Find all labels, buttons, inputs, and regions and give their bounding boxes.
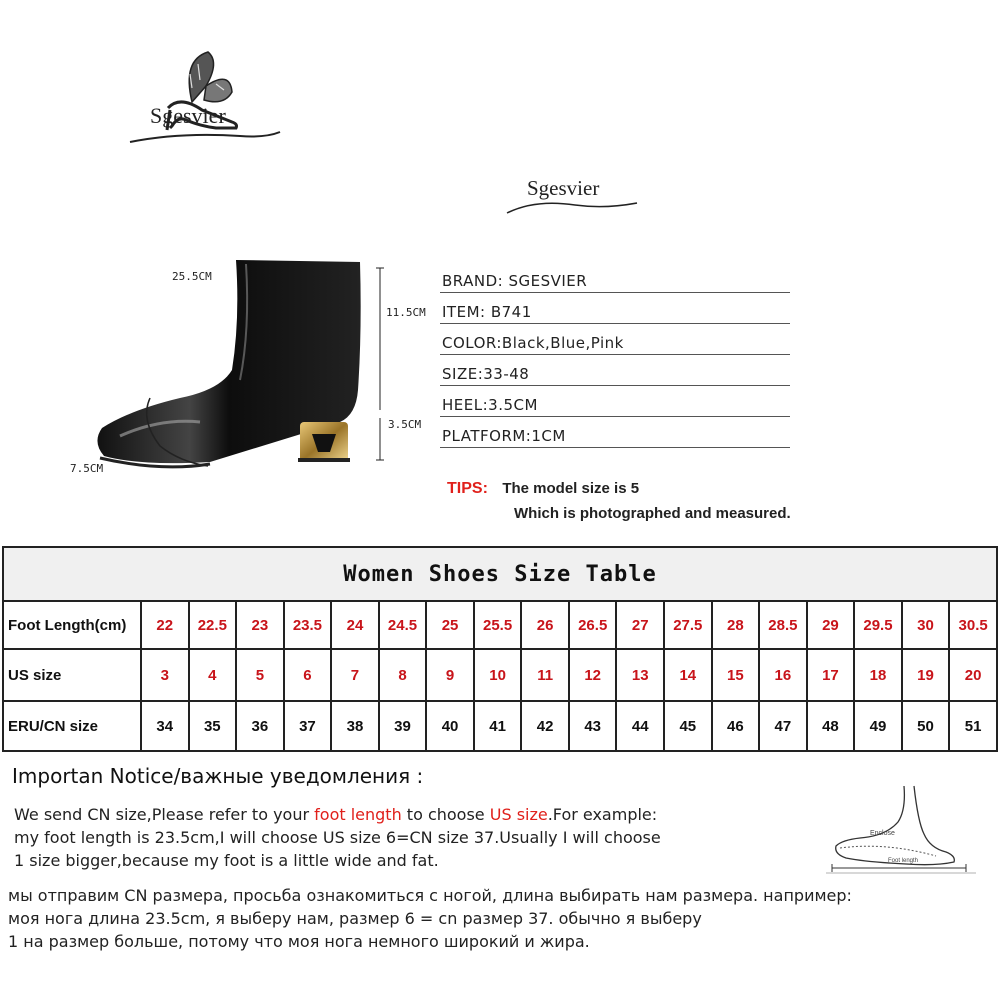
brand-logo-top <box>120 40 290 160</box>
notice-en-line2: my foot length is 23.5cm,I will choose US size 6=CN size 37.Usually I will choose <box>14 828 661 847</box>
us-size-highlight: US size <box>489 805 548 824</box>
foot-length-highlight: foot length <box>314 805 402 824</box>
table-cell: 34 <box>141 701 189 751</box>
table-cell: 42 <box>521 701 569 751</box>
notice-en-line1: We send CN size,Please refer to your foot length to choose US size.For example: <box>14 805 658 824</box>
table-cell: 48 <box>807 701 855 751</box>
table-cell: 19 <box>902 649 950 701</box>
table-cell: 28.5 <box>759 601 807 649</box>
table-cell: 22.5 <box>189 601 237 649</box>
tips-line1: The model size is 5 <box>502 480 640 497</box>
table-cell: 11 <box>521 649 569 701</box>
size-table <box>2 546 998 752</box>
enclose-label: Enclose <box>870 830 895 837</box>
table-cell: 25.5 <box>474 601 522 649</box>
notice-ru-line1: мы отправим CN размера, просьба ознакомиться с ногой, длина выбирать нам размера. например: <box>8 886 852 905</box>
table-row-foot-length <box>3 601 997 649</box>
table-cell: 28 <box>712 601 760 649</box>
table-cell: 47 <box>759 701 807 751</box>
table-cell: 46 <box>712 701 760 751</box>
notice-en-line3: 1 size bigger,because my foot is a little wide and fat. <box>14 851 439 870</box>
table-cell: 12 <box>569 649 617 701</box>
table-cell: 43 <box>569 701 617 751</box>
table-cell: 9 <box>426 649 474 701</box>
table-row-eu-cn-size <box>3 701 997 751</box>
table-cell: 29 <box>807 601 855 649</box>
table-cell: 40 <box>426 701 474 751</box>
brand-logo-mid <box>505 170 645 220</box>
row-label: Foot Length(cm) <box>3 601 141 649</box>
notice-english <box>14 803 814 872</box>
table-cell: 4 <box>189 649 237 701</box>
table-cell: 39 <box>379 701 427 751</box>
butterfly-heel-icon <box>120 40 290 160</box>
table-cell: 26 <box>521 601 569 649</box>
table-cell: 5 <box>236 649 284 701</box>
table-cell: 44 <box>616 701 664 751</box>
row-label: US size <box>3 649 141 701</box>
size-table-title: Women Shoes Size Table <box>3 547 997 601</box>
table-cell: 30 <box>902 601 950 649</box>
spec-color: COLOR:Black,Blue,Pink <box>440 324 790 355</box>
table-cell: 36 <box>236 701 284 751</box>
dimension-length: 25.5CM <box>172 270 212 283</box>
table-cell: 26.5 <box>569 601 617 649</box>
table-cell: 18 <box>854 649 902 701</box>
table-cell: 13 <box>616 649 664 701</box>
row-label: ERU/CN size <box>3 701 141 751</box>
foot-length-label: Foot length <box>888 858 919 864</box>
table-cell: 16 <box>759 649 807 701</box>
dimension-heel: 3.5CM <box>388 418 422 431</box>
notice-ru-line3: 1 на размер больше, потому что моя нога немного широкий и жира. <box>8 932 590 951</box>
table-cell: 41 <box>474 701 522 751</box>
table-cell: 22 <box>141 601 189 649</box>
table-cell: 27.5 <box>664 601 712 649</box>
dimension-shaft: 11.5CM <box>386 306 426 319</box>
spec-size: SIZE:33-48 <box>440 355 790 386</box>
table-cell: 27 <box>616 601 664 649</box>
tips-line2: Which is photographed and measured. <box>514 505 791 522</box>
table-cell: 50 <box>902 701 950 751</box>
spec-brand: BRAND: SGESVIER <box>440 262 790 293</box>
table-cell: 17 <box>807 649 855 701</box>
table-cell: 37 <box>284 701 332 751</box>
table-cell: 8 <box>379 649 427 701</box>
notice-ru-line2: моя нога длина 23.5cm, я выберу нам, размер 6 = cn размер 37. обычно я выберу <box>8 909 702 928</box>
brand-logo-text: Sgesvier <box>150 103 226 128</box>
table-cell: 51 <box>949 701 997 751</box>
tips <box>447 480 639 498</box>
table-cell: 14 <box>664 649 712 701</box>
table-cell: 15 <box>712 649 760 701</box>
table-cell: 23 <box>236 601 284 649</box>
spec-heel: HEEL:3.5CM <box>440 386 790 417</box>
table-cell: 38 <box>331 701 379 751</box>
swoosh-icon <box>505 195 645 217</box>
table-cell: 23.5 <box>284 601 332 649</box>
spec-platform: PLATFORM:1CM <box>440 417 790 448</box>
table-cell: 49 <box>854 701 902 751</box>
notice-title: Importan Notice/важные уведомления : <box>12 764 424 788</box>
table-cell: 35 <box>189 701 237 751</box>
table-cell: 20 <box>949 649 997 701</box>
table-cell: 3 <box>141 649 189 701</box>
brand-logo-text-mid: Sgesvier <box>527 176 600 200</box>
table-cell: 45 <box>664 701 712 751</box>
table-cell: 7 <box>331 649 379 701</box>
dimension-toe: 7.5CM <box>70 462 104 475</box>
table-cell: 24.5 <box>379 601 427 649</box>
table-row-us-size <box>3 649 997 701</box>
foot-diagram <box>826 782 986 874</box>
notice-russian <box>8 884 988 953</box>
table-cell: 6 <box>284 649 332 701</box>
table-cell: 25 <box>426 601 474 649</box>
table-cell: 10 <box>474 649 522 701</box>
tips-label: TIPS: <box>447 480 488 497</box>
boot-image <box>60 250 440 480</box>
spec-item: ITEM: B741 <box>440 293 790 324</box>
table-cell: 30.5 <box>949 601 997 649</box>
table-cell: 29.5 <box>854 601 902 649</box>
table-cell: 24 <box>331 601 379 649</box>
